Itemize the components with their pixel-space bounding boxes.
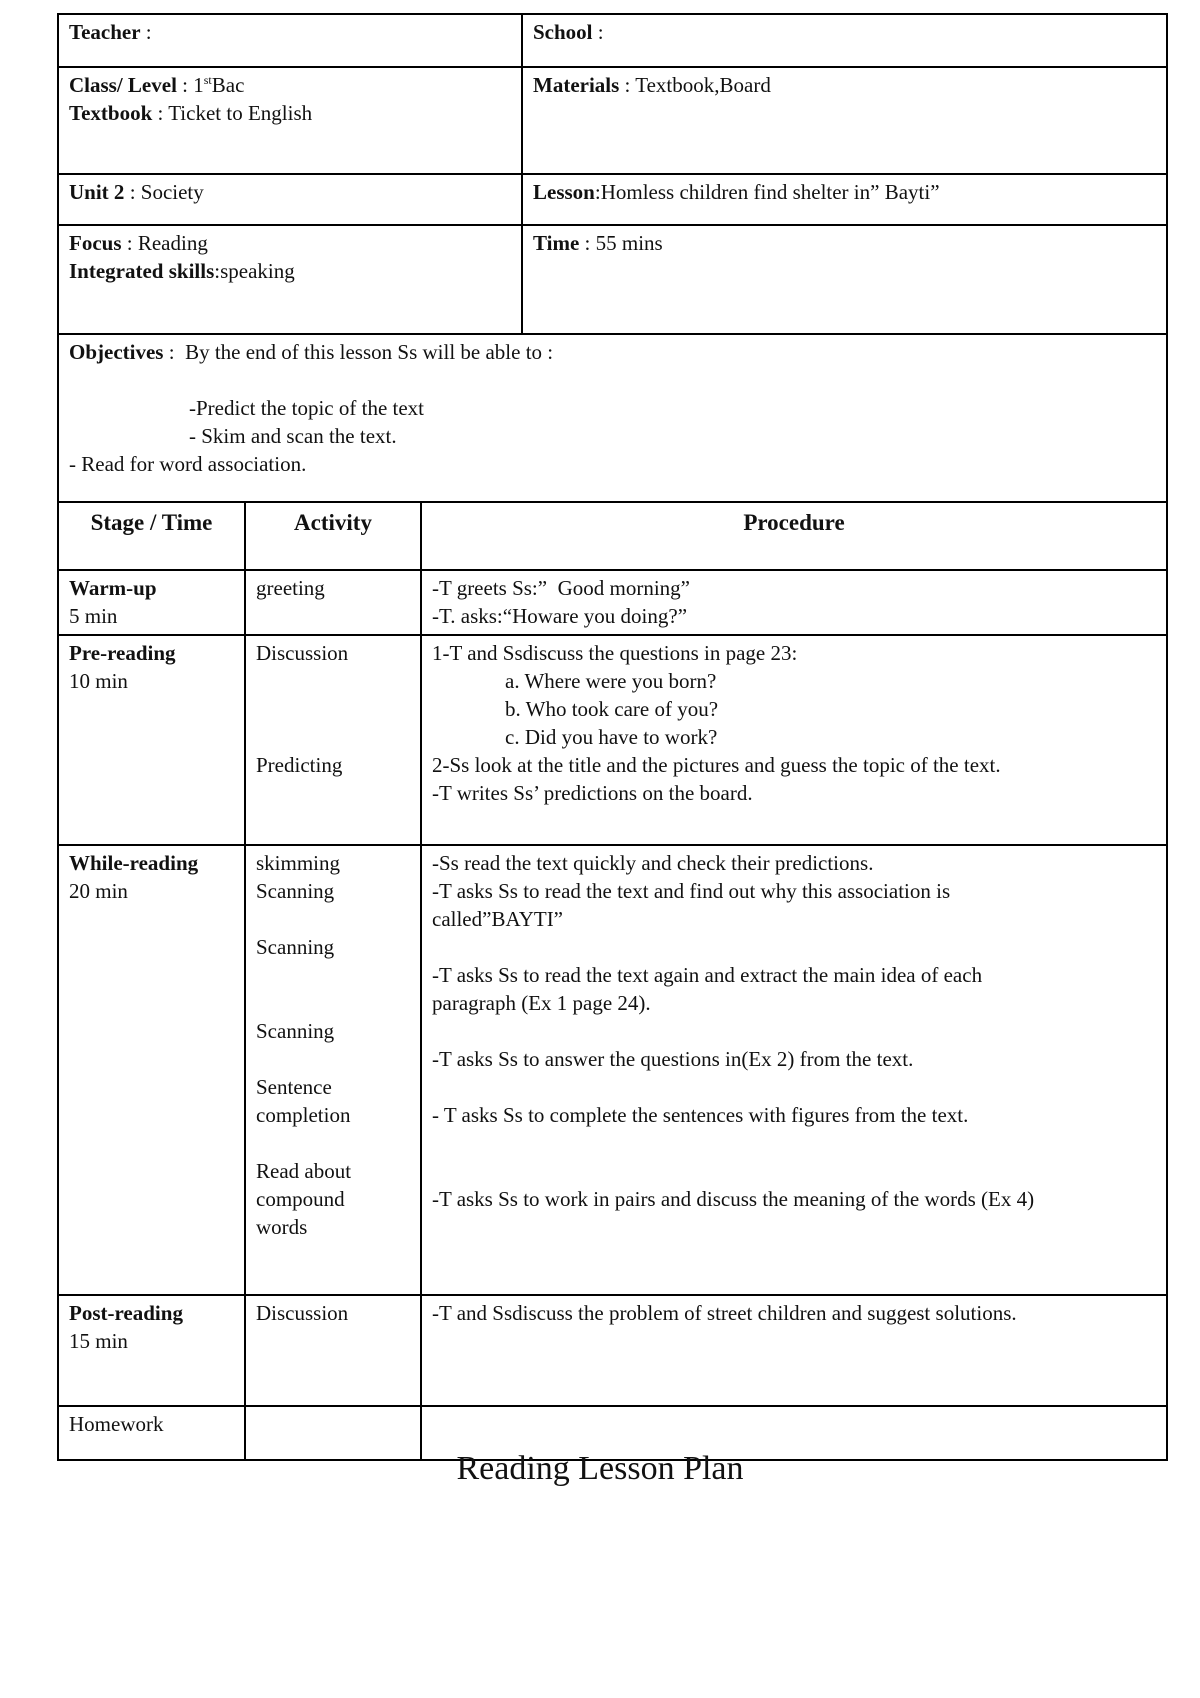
- stage-time: 10 min: [69, 669, 128, 693]
- teacher-label: Teacher: [69, 20, 141, 44]
- procedure-line: paragraph (Ex 1 page 24).: [432, 991, 651, 1015]
- activity-name: completion: [256, 1103, 351, 1127]
- teacher-sep: :: [140, 20, 152, 44]
- procedure-cell: [421, 635, 1167, 845]
- activity-cell: [245, 635, 421, 845]
- materials-value: : Textbook,Board: [619, 73, 771, 97]
- header-stage: Stage / Time: [58, 502, 245, 570]
- school-sep: :: [592, 20, 604, 44]
- procedure-line: 2-Ss look at the title and the pictures and guess the topic of the text.: [432, 753, 1001, 777]
- materials-label: Materials: [533, 73, 620, 97]
- class-sup: st: [203, 73, 212, 87]
- skills-value: :speaking: [214, 259, 295, 283]
- objectives-cell: [58, 334, 1167, 502]
- procedure-line: -T asks Ss to answer the questions in(Ex 2) from the text.: [432, 1047, 914, 1071]
- procedure-cell: [421, 570, 1167, 635]
- unit-label: Unit 2: [69, 180, 125, 204]
- header-activity: Activity: [245, 502, 421, 570]
- activity-name: compound: [256, 1187, 345, 1211]
- question-item: b. Who took care of you?: [505, 697, 719, 721]
- procedure-table: [57, 501, 1168, 1461]
- time-label: Time: [533, 231, 580, 255]
- table-row: [58, 570, 1167, 635]
- stage-name: Pre-reading: [69, 641, 176, 665]
- activity-name: skimming: [256, 851, 341, 875]
- textbook-value: : Ticket to English: [152, 101, 313, 125]
- materials-cell: [522, 67, 1167, 174]
- objectives-intro: : By the end of this lesson Ss will be able to :: [163, 340, 554, 364]
- lesson-cell: [522, 174, 1167, 225]
- time-value: : 55 mins: [579, 231, 663, 255]
- class-value: 1: [193, 73, 204, 97]
- focus-cell: [58, 225, 522, 334]
- table-row: [58, 1295, 1167, 1406]
- activity-name: Read about: [256, 1159, 352, 1183]
- activity-name: Predicting: [256, 753, 343, 777]
- procedure-line: -T and Ssdiscuss the problem of street children and suggest solutions.: [432, 1301, 1017, 1325]
- lesson-value: :Homless children find shelter in” Bayti”: [594, 180, 940, 204]
- focus-label: Focus: [69, 231, 122, 255]
- stage-cell: [58, 570, 245, 635]
- procedure-line: -T writes Ss’ predictions on the board.: [432, 781, 753, 805]
- activity-name: Discussion: [256, 1301, 349, 1325]
- procedure-line: -T asks Ss to work in pairs and discuss the meaning of the words (Ex 4): [432, 1187, 1035, 1211]
- activity-name: greeting: [256, 576, 325, 600]
- objectives-label: Objectives: [69, 340, 164, 364]
- page-caption: Reading Lesson Plan: [456, 1450, 744, 1487]
- stage-name: Warm-up: [69, 576, 157, 600]
- activity-name: Scanning: [256, 1019, 335, 1043]
- lesson-label: Lesson: [533, 180, 595, 204]
- question-item: c. Did you have to work?: [505, 725, 718, 749]
- table-row: [58, 845, 1167, 1295]
- stage-cell: [58, 845, 245, 1295]
- focus-value: : Reading: [121, 231, 208, 255]
- procedure-line: -T asks Ss to read the text and find out why this association is: [432, 879, 951, 903]
- activity-name: Sentence: [256, 1075, 332, 1099]
- procedure-line: 1-T and Ssdiscuss the questions in page 23:: [432, 641, 798, 665]
- class-textbook-cell: [58, 67, 522, 174]
- class-label: Class/ Level: [69, 73, 177, 97]
- class-sep: :: [176, 73, 194, 97]
- header-procedure: Procedure: [421, 502, 1167, 570]
- procedure-line: called”BAYTI”: [432, 907, 564, 931]
- activity-name: Scanning: [256, 879, 335, 903]
- lesson-plan-page: [57, 13, 1166, 1461]
- procedure-line: -T greets Ss:” Good morning”: [432, 576, 690, 600]
- info-table: [57, 13, 1168, 503]
- stage-time: 5 min: [69, 604, 118, 628]
- procedure-cell: [421, 1295, 1167, 1406]
- procedure-line: -T asks Ss to read the text again and extract the main idea of each: [432, 963, 983, 987]
- class-value2: Bac: [211, 73, 245, 97]
- stage-name: Homework: [69, 1412, 164, 1436]
- stage-time: 15 min: [69, 1329, 128, 1353]
- procedure-line: - T asks Ss to complete the sentences with figures from the text.: [432, 1103, 969, 1127]
- unit-value: : Society: [124, 180, 204, 204]
- procedure-cell: [421, 845, 1167, 1295]
- teacher-cell: [58, 14, 522, 67]
- stage-time: 20 min: [69, 879, 128, 903]
- objective-item: -Predict the topic of the text: [189, 396, 425, 420]
- objective-item: - Skim and scan the text.: [189, 424, 397, 448]
- school-cell: [522, 14, 1167, 67]
- textbook-label: Textbook: [69, 101, 153, 125]
- stage-name: While-reading: [69, 851, 199, 875]
- procedure-line: -T. asks:“Howare you doing?”: [432, 604, 688, 628]
- question-item: a. Where were you born?: [505, 669, 717, 693]
- activity-name: words: [256, 1215, 308, 1239]
- activity-cell: [245, 1295, 421, 1406]
- table-row: [58, 635, 1167, 845]
- stage-cell: [58, 1295, 245, 1406]
- skills-label: Integrated skills: [69, 259, 215, 283]
- stage-cell: [58, 635, 245, 845]
- school-label: School: [533, 20, 593, 44]
- activity-name: Scanning: [256, 935, 335, 959]
- procedure-line: -Ss read the text quickly and check their predictions.: [432, 851, 874, 875]
- objective-item: - Read for word association.: [69, 452, 307, 476]
- stage-name: Post-reading: [69, 1301, 183, 1325]
- activity-cell: [245, 845, 421, 1295]
- activity-cell: [245, 570, 421, 635]
- activity-name: Discussion: [256, 641, 349, 665]
- unit-cell: [58, 174, 522, 225]
- time-cell: [522, 225, 1167, 334]
